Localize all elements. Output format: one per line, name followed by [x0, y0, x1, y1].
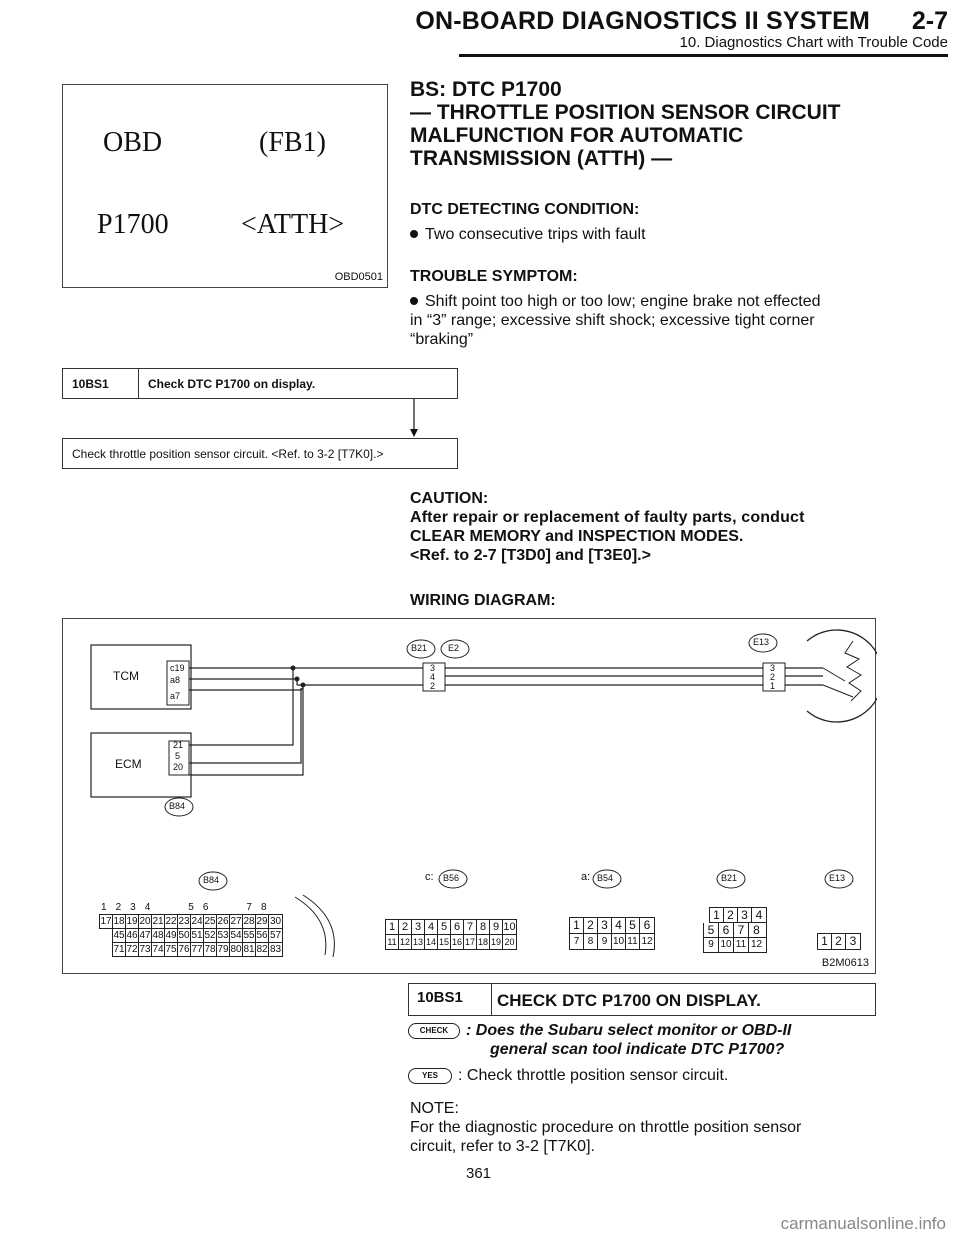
pin: 5 [626, 918, 640, 933]
pin: 24 [191, 916, 203, 927]
note-title: NOTE: [410, 1100, 459, 1117]
pin: 10 [503, 921, 516, 933]
pin: 8 [753, 923, 760, 937]
pin: 3 [412, 920, 425, 934]
pin: 80 [230, 944, 242, 955]
heading-line: TRANSMISSION (ATTH) — [410, 147, 673, 170]
pin: 1 [101, 902, 107, 913]
pin: 9 [704, 938, 719, 952]
pin: 12 [399, 937, 410, 947]
e2-tag: E2 [448, 643, 460, 653]
check-row [408, 1021, 878, 1059]
caution-line2: CLEAR MEMORY and INSPECTION MODES. [410, 528, 744, 545]
pin: 7 [570, 934, 584, 949]
b21-row [703, 938, 767, 953]
pin: 4 [612, 918, 626, 933]
symptom-line3: “braking” [410, 331, 474, 348]
sensor-pin-3: 3 [770, 663, 776, 673]
pin: 54 [230, 930, 242, 941]
pin: 19 [490, 937, 501, 947]
symptom-line [410, 292, 878, 311]
pin: 12 [750, 939, 763, 950]
pin: 11 [734, 938, 749, 952]
section-number: 2-7 [911, 7, 948, 35]
pin: 4 [425, 920, 438, 934]
pin: 8 [260, 902, 267, 913]
b84-row [112, 943, 283, 957]
b54-connector [569, 917, 655, 950]
e13-row [817, 933, 861, 950]
ecm-pin-21: 21 [173, 740, 184, 750]
pin: 45 [113, 930, 125, 941]
pin: 21 [152, 916, 164, 927]
symptom-line2: in “3” range; excessive shift shock; excessive tight corner [410, 312, 815, 329]
caution-line1: After repair or replacement of faulty parts, conduct [410, 509, 805, 526]
wiring-diagram [62, 618, 876, 974]
pin: 19 [126, 916, 138, 927]
pin: 1 [386, 920, 399, 934]
display-line1-left: OBD [103, 127, 163, 158]
symptom-title: TROUBLE SYMPTOM: [410, 268, 578, 285]
pin: 11 [626, 934, 640, 949]
pin: 2 [399, 920, 412, 934]
pin: 9 [598, 934, 612, 949]
pin: 16 [451, 937, 462, 947]
b54-tag: B54 [597, 873, 614, 883]
check-question: : Does the Subaru select monitor or OBD-II [466, 1022, 792, 1039]
sensor-pin-2: 2 [770, 672, 776, 682]
pin: 52 [204, 930, 216, 941]
flow-step-code: 10BS1 [63, 369, 139, 398]
pin: 51 [191, 930, 203, 941]
pin: 3 [849, 934, 857, 948]
b56-row [385, 919, 517, 935]
b84-connector [99, 901, 283, 957]
note-block [410, 1099, 878, 1156]
pin: 14 [425, 937, 436, 947]
dtc-heading [410, 78, 930, 170]
pin: 82 [256, 944, 268, 955]
e13-conn-tag: E13 [829, 873, 846, 883]
b21-tag: B21 [411, 643, 428, 653]
pin: 3 [130, 902, 136, 913]
step-title: CHECK DTC P1700 ON DISPLAY. [497, 991, 761, 1010]
pin: 15 [438, 937, 449, 947]
mid-pin-4: 4 [430, 672, 436, 682]
note-line2: circuit, refer to 3-2 [T7K0]. [410, 1138, 595, 1155]
pin: 75 [165, 944, 177, 955]
tcm-pin-a7: a7 [170, 691, 181, 701]
b21-row [703, 923, 767, 938]
tcm-label: TCM [113, 669, 139, 683]
pin: 25 [204, 916, 216, 927]
pin: 29 [256, 916, 268, 927]
pin: 3 [598, 918, 612, 933]
e13-tag: E13 [753, 637, 770, 647]
b21-conn-tag: B21 [721, 873, 738, 883]
display-line1-right: (FB1) [259, 127, 326, 158]
pin: 74 [152, 944, 164, 955]
pin: 2 [115, 902, 122, 913]
pin: 49 [165, 930, 177, 941]
pin: 56 [256, 930, 268, 941]
header-rule [459, 54, 948, 57]
heading-line: — THROTTLE POSITION SENSOR CIRCUIT [410, 101, 841, 124]
page-number: 361 [466, 1165, 492, 1182]
pin: 22 [165, 916, 177, 927]
b84-row [99, 914, 283, 929]
pin: 7 [734, 923, 749, 937]
pin: 73 [139, 944, 151, 955]
heading-line: BS: DTC P1700 [410, 78, 562, 101]
pin: 6 [643, 918, 651, 932]
pin: 72 [126, 944, 138, 955]
pin: 7 [246, 902, 252, 913]
pin: 11 [386, 935, 399, 949]
ecm-pin-5: 5 [175, 751, 181, 761]
pin: 28 [243, 916, 255, 927]
bullet-icon [410, 230, 418, 238]
pin: 23 [178, 916, 190, 927]
mid-pin-3: 3 [430, 663, 436, 673]
e13-connector [817, 933, 861, 950]
header-subtitle: 10. Diagnostics Chart with Trouble Code [679, 34, 948, 51]
pin: 46 [126, 930, 138, 941]
figure-code: OBD0501 [334, 271, 383, 283]
pin: 1 [818, 934, 832, 949]
sensor-pin-1: 1 [770, 681, 776, 691]
note-line1: For the diagnostic procedure on throttle position sensor [410, 1119, 802, 1136]
pin: 5 [704, 923, 719, 937]
b56-tag: B56 [443, 873, 460, 883]
pin: 18 [477, 937, 488, 947]
pin: 6 [451, 920, 464, 934]
pin: 57 [269, 930, 282, 941]
pin: 7 [464, 920, 477, 934]
pin: 13 [412, 937, 423, 947]
pin: 5 [188, 902, 194, 913]
bullet-icon [410, 297, 418, 305]
caution-line3: <Ref. to 2-7 [T3D0] and [T3E0].> [410, 547, 651, 564]
pin: 12 [641, 936, 653, 947]
pin: 71 [113, 944, 125, 955]
pin: 2 [832, 934, 846, 949]
b21-connector [703, 907, 767, 953]
detecting-title: DTC DETECTING CONDITION: [410, 201, 640, 218]
a-prefix: a: [581, 871, 591, 883]
step-code: 10BS1 [417, 989, 463, 1006]
pin: 1 [710, 908, 724, 922]
pin: 78 [204, 944, 216, 955]
b84-row [112, 929, 283, 943]
pin: 10 [719, 938, 734, 952]
pin: 2 [584, 918, 598, 933]
b54-row [569, 917, 655, 934]
header-title: ON-BOARD DIAGNOSTICS II SYSTEM [415, 7, 870, 35]
pin: 10 [612, 936, 625, 947]
symptom-line1: Shift point too high or too low; engine brake not effected [425, 293, 821, 310]
pin: 6 [719, 923, 734, 937]
watermark-text: carmanualsonline.info [780, 1214, 946, 1233]
pin: 81 [243, 944, 255, 955]
tcm-pin-c19: c19 [170, 663, 185, 673]
pin: 48 [152, 930, 164, 941]
flow-result-box [62, 438, 458, 469]
flow-step-box [62, 368, 458, 399]
pin: 77 [191, 944, 203, 955]
pin: 18 [113, 916, 125, 927]
pin: 17 [100, 916, 112, 927]
pin: 79 [217, 944, 229, 955]
detecting-text: Two consecutive trips with fault [425, 226, 646, 243]
pin: 9 [490, 920, 503, 934]
pin: 4 [755, 908, 763, 922]
flow-result-text: Check throttle position sensor circuit. <Ref. to 3-2 [T7K0].> [72, 446, 384, 461]
wiring-code: B2M0613 [821, 957, 869, 969]
wiring-title: WIRING DIAGRAM: [410, 592, 556, 609]
display-figure [62, 84, 388, 288]
detecting-item [410, 225, 646, 244]
caution-title: CAUTION: [410, 490, 489, 507]
pin: 27 [230, 916, 242, 927]
b56-row [385, 935, 517, 950]
pin: 76 [178, 944, 190, 955]
pin: 8 [584, 934, 598, 949]
pin: 50 [178, 930, 190, 941]
tcm-pin-a8: a8 [170, 675, 181, 685]
b84-row [99, 901, 283, 914]
yes-answer: : Check throttle position sensor circuit. [458, 1067, 729, 1084]
step-box [408, 983, 876, 1016]
pin: 47 [139, 930, 151, 941]
b56-connector [385, 919, 517, 950]
pin: 55 [243, 930, 255, 941]
pin: 2 [724, 908, 738, 922]
flow-step-text: Check DTC P1700 on display. [148, 376, 316, 391]
pin: 83 [269, 944, 282, 955]
pin: 3 [738, 908, 752, 922]
pin: 1 [570, 918, 584, 933]
ecm-pin-20: 20 [173, 762, 184, 772]
symptom-text [410, 292, 878, 349]
display-line2-right: <ATTH> [241, 209, 345, 240]
b84-tag: B84 [169, 801, 186, 811]
b54-row [569, 934, 655, 950]
c-prefix: c: [425, 871, 434, 883]
flow-arrow [404, 399, 424, 439]
display-line2-left: P1700 [97, 209, 169, 240]
pin: 53 [217, 930, 229, 941]
pin: 8 [477, 920, 490, 934]
pin: 5 [438, 920, 451, 934]
ecm-label: ECM [115, 757, 142, 771]
b21-row [709, 907, 767, 923]
pin: 4 [144, 902, 151, 913]
check-badge-icon: CHECK [408, 1023, 460, 1039]
pin: 6 [202, 902, 209, 913]
caution-block [410, 489, 805, 565]
step-divider [491, 984, 492, 1015]
pin: 26 [217, 916, 229, 927]
yes-badge-icon: YES [408, 1068, 452, 1084]
pin: 17 [464, 937, 475, 947]
check-question-line2: general scan tool indicate DTC P1700? [490, 1041, 785, 1058]
pin: 20 [139, 916, 151, 927]
pin: 30 [269, 916, 282, 927]
pin: 20 [504, 937, 515, 947]
b84-conn-tag: B84 [203, 875, 220, 885]
heading-line: MALFUNCTION FOR AUTOMATIC [410, 124, 744, 147]
yes-row [408, 1066, 728, 1085]
mid-pin-2: 2 [430, 681, 436, 691]
